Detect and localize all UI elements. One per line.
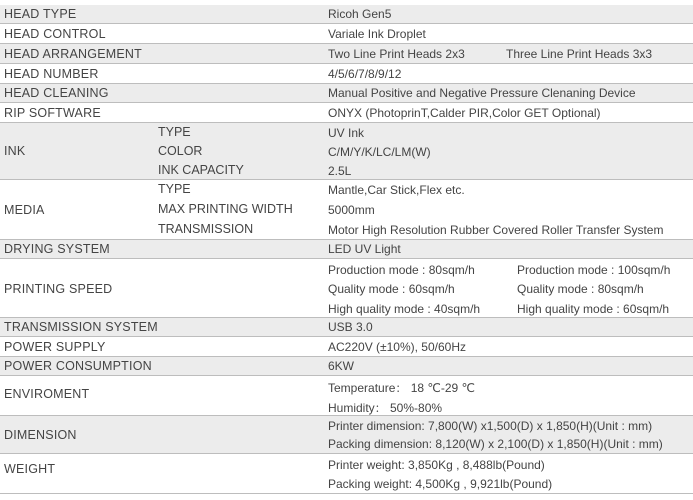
row-label: POWER SUPPLY bbox=[4, 339, 106, 354]
row-value: LED UV Light bbox=[328, 242, 401, 256]
row-label: DIMENSION bbox=[4, 428, 77, 442]
speed-right-production: Production mode : 100sqm/h bbox=[517, 263, 671, 277]
row-power-consumption bbox=[0, 357, 693, 376]
row-head-cleaning bbox=[0, 84, 693, 103]
row-printing-speed bbox=[0, 259, 693, 318]
row-value: USB 3.0 bbox=[328, 320, 373, 334]
row-label: MEDIA bbox=[4, 203, 45, 217]
media-value-transmission: Motor High Resolution Rubber Covered Roller Transfer System bbox=[328, 223, 664, 237]
row-value: AC220V (±10%), 50/60Hz bbox=[328, 339, 466, 354]
row-head-type bbox=[0, 5, 693, 24]
ink-value-type: UV Ink bbox=[328, 126, 365, 140]
ink-sub-color: COLOR bbox=[158, 144, 203, 158]
row-label: WEIGHT bbox=[4, 462, 56, 476]
row-label: PRINTING SPEED bbox=[4, 282, 113, 296]
env-humidity: Humidity： 50%-80% bbox=[328, 401, 443, 415]
ink-value-capacity: 2.5L bbox=[328, 164, 352, 178]
ink-sub-capacity: INK CAPACITY bbox=[158, 163, 244, 177]
row-value: Variale Ink Droplet bbox=[328, 26, 426, 41]
row-value: Ricoh Gen5 bbox=[328, 7, 392, 21]
ink-sub-type: TYPE bbox=[158, 125, 191, 139]
row-label: TRANSMISSION SYSTEM bbox=[4, 320, 158, 334]
row-head-arrangement bbox=[0, 44, 693, 64]
row-enviroment bbox=[0, 376, 693, 416]
row-label: DRYING SYSTEM bbox=[4, 242, 110, 256]
row-dimension bbox=[0, 416, 693, 454]
dimension-packing: Packing dimension: 8,120(W) x 2,100(D) x 1,850(H)(Unit : mm) bbox=[328, 437, 663, 451]
row-label: ENVIROMENT bbox=[4, 387, 90, 401]
row-value: Two Line Print Heads 2x3 bbox=[328, 46, 465, 61]
media-value-type: Mantle,Car Stick,Flex etc. bbox=[328, 183, 465, 197]
media-sub-width: MAX PRINTING WIDTH bbox=[158, 202, 293, 216]
speed-left-production: Production mode : 80sqm/h bbox=[328, 263, 475, 277]
media-sub-transmission: TRANSMISSION bbox=[158, 222, 254, 236]
dimension-printer: Printer dimension: 7,800(W) x1,500(D) x 1,850(H)(Unit : mm) bbox=[328, 419, 653, 433]
row-value: ONYX (PhotoprinT,Calder PIR,Color GET Optional) bbox=[328, 105, 601, 120]
env-temperature: Temperature： 18 ℃-29 ℃ bbox=[328, 381, 476, 395]
ink-value-color: C/M/Y/K/LC/LM(W) bbox=[328, 145, 431, 159]
row-media bbox=[0, 180, 693, 240]
row-head-number bbox=[0, 64, 693, 84]
media-sub-type: TYPE bbox=[158, 182, 191, 196]
row-transmission-system bbox=[0, 318, 693, 337]
speed-left-high-quality: High quality mode : 40sqm/h bbox=[328, 302, 481, 316]
row-value: Manual Positive and Negative Pressure Clenaning Device bbox=[328, 86, 636, 100]
speed-right-quality: Quality mode : 80sqm/h bbox=[517, 282, 644, 296]
row-label: HEAD NUMBER bbox=[4, 66, 99, 81]
row-label: POWER CONSUMPTION bbox=[4, 359, 152, 373]
speed-left-quality: Quality mode : 60sqm/h bbox=[328, 282, 455, 296]
row-label: HEAD CLEANING bbox=[4, 86, 109, 100]
row-label: HEAD CONTROL bbox=[4, 26, 106, 41]
weight-packing: Packing weight: 4,500Kg , 9,921lb(Pound) bbox=[328, 477, 553, 491]
row-value: 6KW bbox=[328, 359, 355, 373]
row-rip-software bbox=[0, 103, 693, 123]
weight-printer: Printer weight: 3,850Kg , 8,488lb(Pound) bbox=[328, 458, 545, 472]
row-power-supply bbox=[0, 337, 693, 357]
row-ink bbox=[0, 123, 693, 180]
speed-right-high-quality: High quality mode : 60sqm/h bbox=[517, 302, 670, 316]
row-value: 4/5/6/7/8/9/12 bbox=[328, 66, 402, 81]
row-head-control bbox=[0, 24, 693, 44]
row-label: HEAD ARRANGEMENT bbox=[4, 46, 142, 61]
row-weight bbox=[0, 454, 693, 494]
row-label: HEAD TYPE bbox=[4, 7, 77, 21]
row-value-2: Three Line Print Heads 3x3 bbox=[506, 46, 653, 61]
row-label: RIP SOFTWARE bbox=[4, 105, 101, 120]
media-value-width: 5000mm bbox=[328, 203, 375, 217]
row-label: INK bbox=[4, 144, 26, 158]
row-drying-system bbox=[0, 240, 693, 259]
